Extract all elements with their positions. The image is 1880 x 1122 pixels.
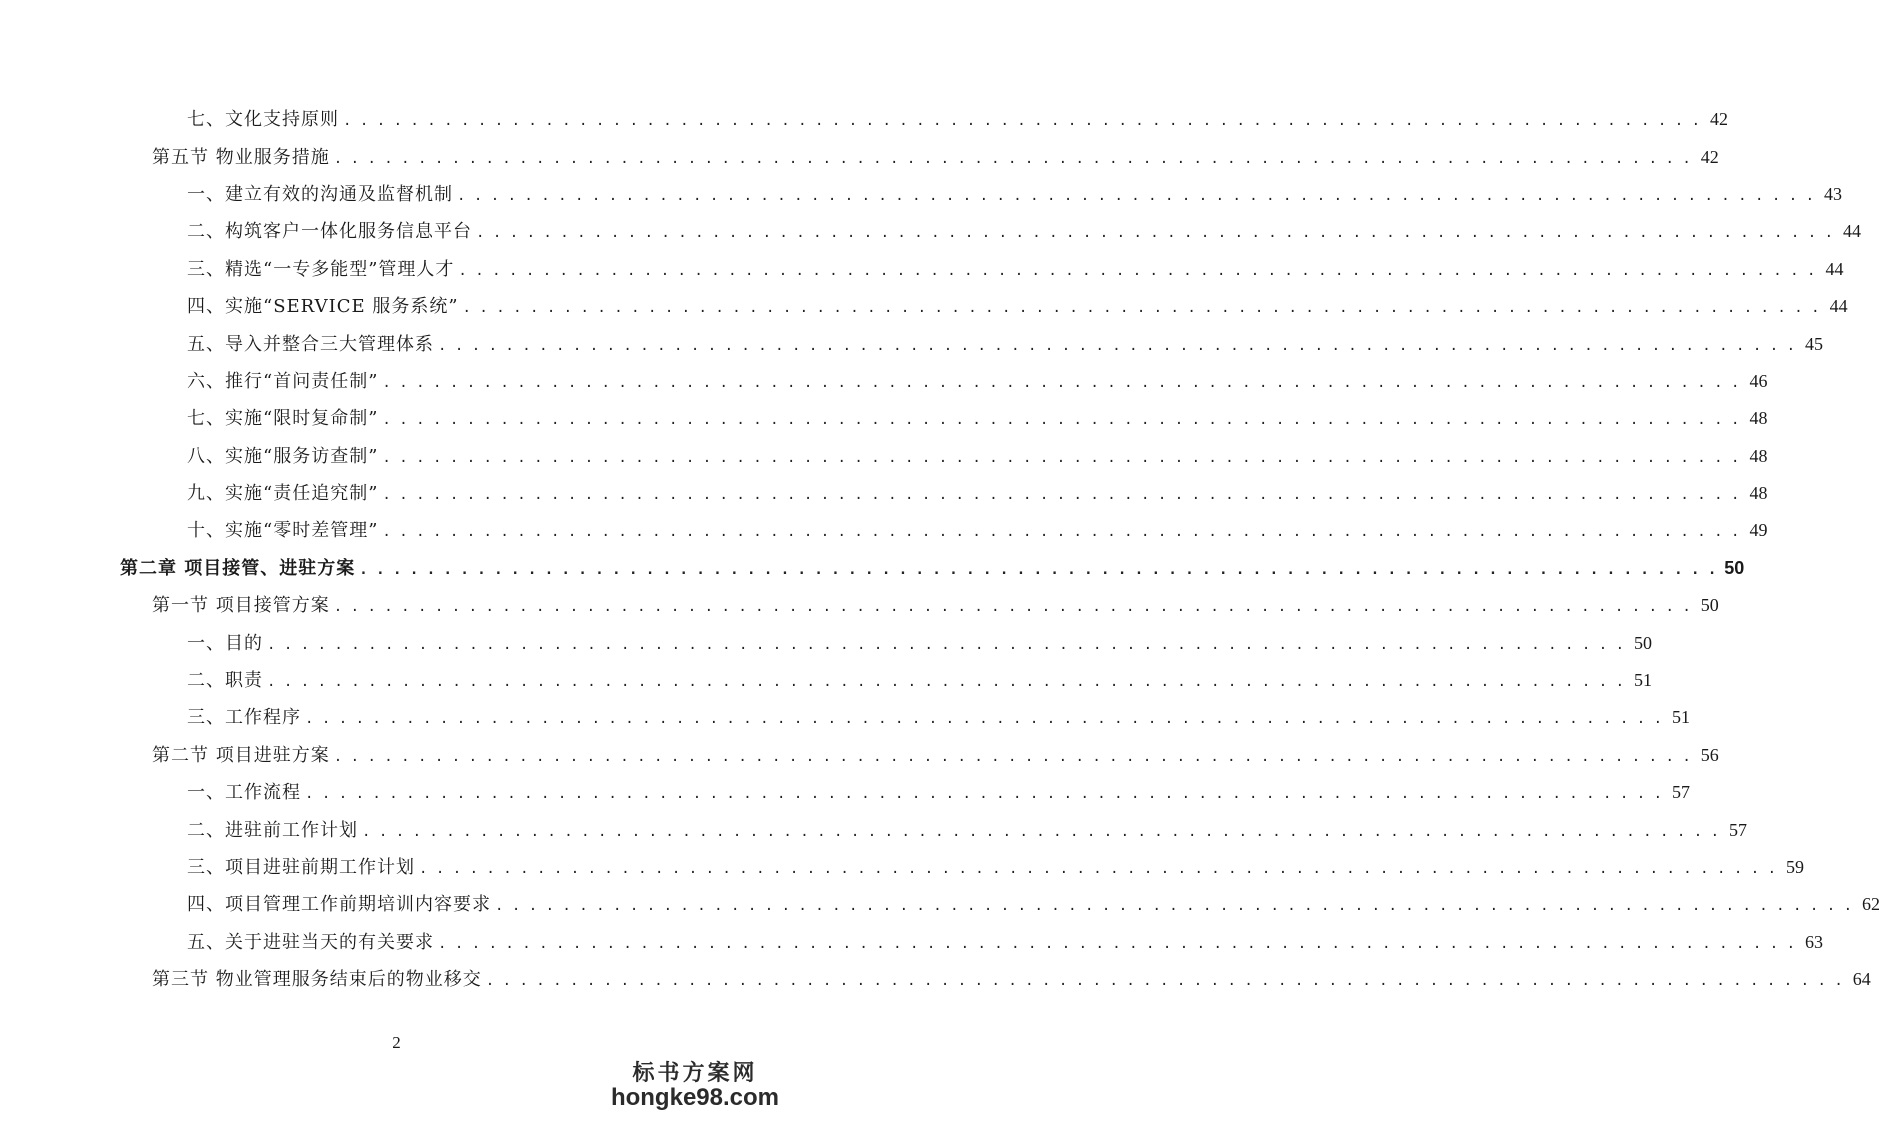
toc-entry-title: 第三节 物业管理服务结束后的物业移交 [152, 969, 482, 991]
toc-entry-title: 第五节 物业服务措施 [152, 146, 330, 168]
toc-entry-title: 三、项目进驻前期工作计划 [187, 857, 415, 878]
toc-entry[interactable] [0, 961, 1871, 998]
toc-entry-page: 62 [1862, 894, 1880, 915]
toc-dot-leader [463, 301, 1820, 315]
page-number: 2 [392, 1033, 401, 1052]
toc-entry-page: 49 [1749, 520, 1768, 541]
toc-dot-leader [334, 750, 1691, 764]
toc-dot-leader [343, 114, 1700, 128]
toc-entry[interactable] [0, 400, 1768, 437]
toc-dot-leader [382, 376, 1739, 390]
toc-entry-page: 56 [1700, 744, 1719, 765]
toc-dot-leader [267, 638, 1624, 652]
toc-dot-leader [334, 152, 1691, 166]
toc-entry[interactable] [0, 886, 1880, 923]
toc-entry-page: 51 [1634, 670, 1653, 691]
toc-entry-page: 50 [1700, 595, 1719, 616]
toc-dot-leader [359, 563, 1716, 577]
toc-entry-title: 二、职责 [187, 670, 263, 692]
toc-entry[interactable] [0, 924, 1824, 961]
toc-entry[interactable] [0, 138, 1719, 175]
toc-dot-leader [362, 825, 1719, 839]
toc-entry-title: 五、导入并整合三大管理体系 [187, 333, 434, 355]
toc-dot-leader [382, 525, 1739, 539]
toc-dot-leader [495, 899, 1852, 913]
toc-entry-page: 63 [1805, 931, 1824, 952]
watermark-site-name: 标书方案网 [632, 1059, 758, 1086]
toc-entry[interactable] [0, 176, 1843, 213]
toc-entry-title: 四、实施“SERVICE 服务系统” [187, 296, 459, 318]
toc-dot-leader [334, 600, 1691, 614]
toc-dot-leader [267, 675, 1624, 689]
toc-entry[interactable] [0, 811, 1748, 848]
toc-entry[interactable] [0, 849, 1805, 886]
toc-entry-title: 六、推行“首问责任制” [187, 370, 379, 392]
toc-entry-title: 第二节 项目进驻方案 [152, 744, 330, 766]
toc-entry-title: 一、建立有效的沟通及监督机制 [187, 183, 453, 205]
toc-entry-title: 七、实施“限时复命制” [187, 408, 379, 430]
toc-entry-title: 四、项目管理工作前期培训内容要求 [187, 894, 491, 916]
toc-entry-title: 九、实施“责任追究制” [187, 483, 379, 505]
toc-dot-leader [438, 937, 1795, 951]
toc-entry-page: 46 [1749, 370, 1768, 391]
watermark [610, 1059, 779, 1111]
toc-entry-title: 十、实施“零时差管理” [187, 520, 379, 542]
toc-entry-page: 48 [1749, 445, 1768, 466]
toc-entry-page: 51 [1672, 707, 1691, 728]
toc-entry[interactable] [0, 288, 1848, 325]
toc-entry-page: 57 [1729, 819, 1748, 840]
toc-dot-leader [486, 974, 1843, 988]
toc-entry-title: 一、工作流程 [187, 782, 301, 804]
toc-entry-page: 50 [1724, 557, 1745, 578]
toc-entry-page: 48 [1749, 483, 1768, 504]
toc-entry-title: 二、进驻前工作计划 [187, 819, 358, 841]
toc-entry[interactable] [0, 325, 1824, 362]
toc-entry[interactable] [0, 774, 1691, 811]
toc-entry-page: 50 [1634, 632, 1653, 653]
toc-entry[interactable] [0, 213, 1862, 250]
toc-dot-leader [419, 862, 1776, 876]
toc-entry[interactable] [0, 438, 1768, 475]
toc-entry-page: 44 [1829, 296, 1848, 317]
toc-dot-leader [457, 189, 1814, 203]
toc-dot-leader [382, 413, 1739, 427]
toc-dot-leader [305, 712, 1662, 726]
toc-entry[interactable] [0, 512, 1768, 549]
toc-entry-title: 八、实施“服务访查制” [187, 445, 379, 467]
toc-dot-leader [382, 488, 1739, 502]
toc-dot-leader [305, 787, 1662, 801]
toc-entry-title: 三、工作程序 [187, 707, 301, 729]
toc-entry[interactable] [0, 550, 1745, 587]
toc-entry-page: 43 [1824, 183, 1843, 204]
toc-entry-page: 59 [1786, 857, 1805, 877]
toc-entry-title: 五、关于进驻当天的有关要求 [187, 931, 434, 953]
watermark-url: hongke98.com [610, 1083, 779, 1111]
toc-entry-title: 一、目的 [187, 632, 263, 654]
toc-entry-page: 64 [1852, 969, 1871, 990]
toc-entry[interactable] [0, 475, 1768, 512]
toc-entry-title: 二、构筑客户一体化服务信息平台 [187, 221, 472, 243]
toc-entry-title: 三、精选“一专多能型”管理人才 [187, 258, 455, 280]
toc-entry-title: 第一节 项目接管方案 [152, 595, 330, 617]
toc-entry-page: 44 [1825, 258, 1844, 279]
toc-dot-leader [382, 451, 1739, 465]
toc-entry-page: 44 [1843, 221, 1862, 242]
toc-entry-title: 七、文化支持原则 [187, 109, 339, 131]
table-of-contents [0, 101, 1880, 998]
toc-entry-page: 57 [1672, 782, 1691, 803]
toc-entry[interactable] [0, 699, 1691, 736]
toc-entry[interactable] [0, 251, 1844, 288]
toc-entry[interactable] [0, 587, 1719, 624]
toc-entry[interactable] [0, 624, 1653, 661]
toc-entry[interactable] [0, 662, 1653, 699]
toc-entry[interactable] [0, 363, 1768, 400]
toc-entry-title: 第二章 项目接管、进驻方案 [120, 557, 356, 579]
toc-dot-leader [458, 264, 1815, 278]
toc-entry-page: 42 [1700, 146, 1719, 167]
toc-dot-leader [476, 226, 1833, 240]
toc-entry-page: 48 [1749, 408, 1768, 429]
toc-entry-page: 42 [1710, 109, 1729, 130]
toc-entry[interactable] [0, 101, 1729, 138]
toc-entry[interactable] [0, 737, 1719, 774]
toc-entry-page: 45 [1805, 333, 1824, 354]
toc-dot-leader [438, 339, 1795, 353]
